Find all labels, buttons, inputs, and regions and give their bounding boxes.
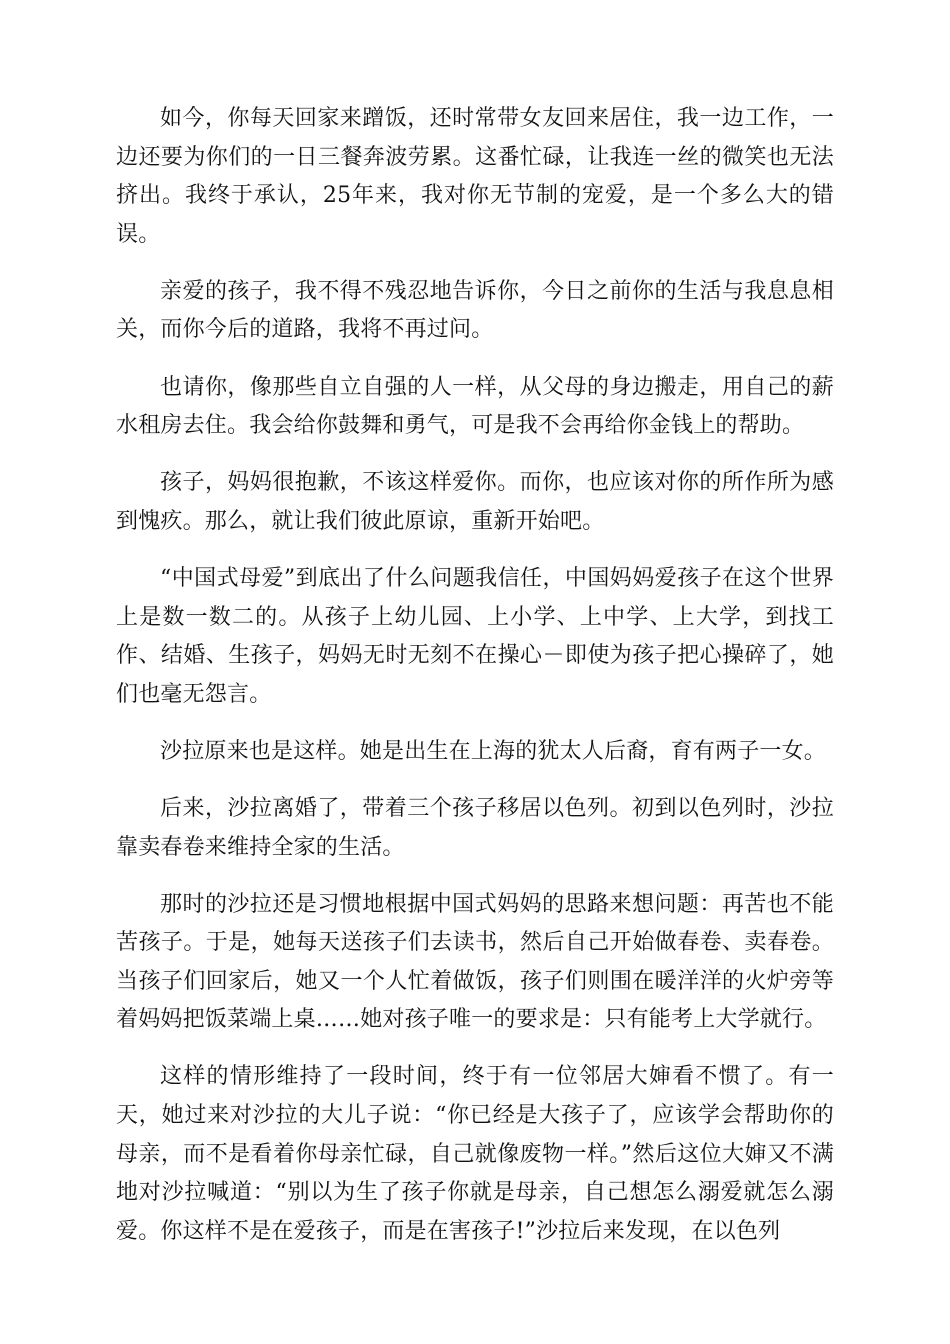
paragraph-4: 孩子，妈妈很抱歉，不该这样爱你。而你，也应该对你的所作所为感到愧疚。那么，就让我们彼此原谅，重新开始吧。: [116, 470, 834, 534]
paragraph-1: 如今，你每天回家来蹭饭，还时常带女友回来居住，我一边工作，一边还要为你们的一日三餐奔波劳累。这番忙碌，让我连一丝的微笑也无法挤出。我终于承认，25年来，我对你无节制的宠爱，是一个多么大的错误。: [116, 106, 834, 247]
paragraph-5: “中国式母爱”到底出了什么问题我信任，中国妈妈爱孩子在这个世界上是数一数二的。从孩子上幼儿园、上小学、上中学、上大学，到找工作、结婚、生孩子，妈妈无时无刻不在操心－即使为孩子把心操碎了，她们也毫无怨言。: [116, 565, 834, 707]
paragraph-9: 这样的情形维持了一段时间，终于有一位邻居大婶看不惯了。有一天，她过来对沙拉的大儿子说：“你已经是大孩子了，应该学会帮助你的母亲，而不是看着你母亲忙碌，自己就像废物一样。”然后这位大婶又不满地对沙拉喊道：“别以为生了孩子你就是母亲，自己想怎么溺爱就怎么溺爱。你这样不是在爱孩子，而是在害孩子!”沙拉后来发现，在以色列: [116, 1064, 834, 1244]
paragraph-3: 也请你，像那些自立自强的人一样，从父母的身边搬走，用自己的薪水租房去住。我会给你鼓舞和勇气，可是我不会再给你金钱上的帮助。: [116, 374, 834, 439]
paragraph-7: 后来，沙拉离婚了，带着三个孩子移居以色列。初到以色列时，沙拉靠卖春卷来维持全家的生活。: [116, 795, 834, 860]
paragraph-8: 那时的沙拉还是习惯地根据中国式妈妈的思路来想问题：再苦也不能苦孩子。于是，她每天送孩子们去读书，然后自己开始做春卷、卖春卷。当孩子们回家后，她又一个人忙着做饭，孩子们则围在暖洋洋的火炉旁等着妈妈把饭菜端上桌……她对孩子唯一的要求是：只有能考上大学就行。: [116, 891, 834, 1033]
paragraph-2: 亲爱的孩子，我不得不残忍地告诉你，今日之前你的生活与我息息相关，而你今后的道路，我将不再过问。: [116, 278, 834, 343]
document-body: [116, 100, 834, 1270]
paragraph-6: 沙拉原来也是这样。她是出生在上海的犹太人后裔，育有两子一女。: [160, 738, 827, 764]
